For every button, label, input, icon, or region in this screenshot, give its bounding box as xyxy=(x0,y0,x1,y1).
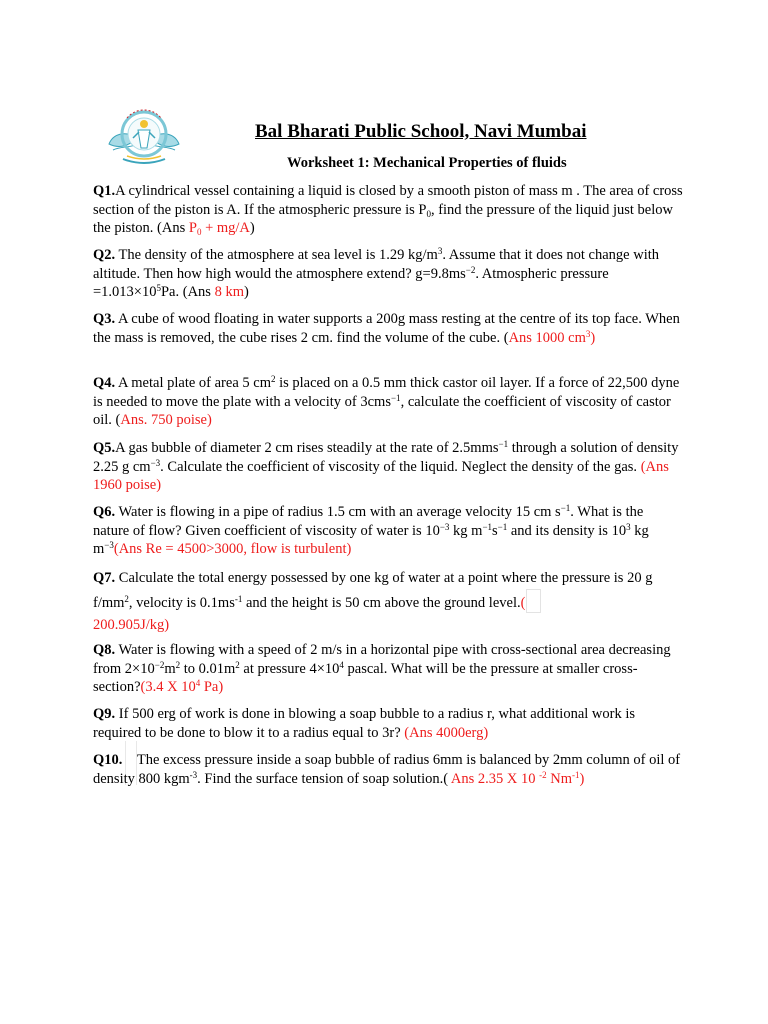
answer: 8 km xyxy=(214,284,244,300)
question-4: Q4. A metal plate of area 5 $cm^2$ is placed on a 0.5 mm thick castor oil layer. If a force of 22,500 dyne is needed to move the plate with a velocity of 3cms$^{-1}$, calculate the coefficient of viscosity of castor oil. (Ans. 750 poise) xyxy=(93,374,680,428)
question-number: Q10. xyxy=(93,752,123,768)
question-9: Q9. If 500 erg of work is done in blowing a soap bubble to a radius r, what additional work is required to be done to blow it to a radius equal to 3r? (Ans 4000erg) xyxy=(93,706,636,741)
question-7: Q7. Calculate the total energy possessed by one kg of water at a point where the pressure is 20 g $f/mm^2$, velocity is $0.1ms^{-1}$ and the height is 50 cm above the ground level.( 200.905J/kg) xyxy=(93,570,653,633)
question-number: Q6. xyxy=(93,504,116,520)
answer: Ans 1000 $cm^3$ xyxy=(508,328,591,346)
question-number: Q9. xyxy=(93,706,116,722)
question-8: Q8. Water is flowing with a speed of 2 m/s in a horizontal pipe with cross-sectional area decreasing from $2\times 10^{-2}m^2$ to $0.01m^2$ at pressure $4\times 10^4$ pascal. What will be the pressure at smaller cross-section?(3.4 X $10^4$ Pa) xyxy=(93,642,671,695)
school-name: Bal Bharati Public School, Navi Mumbai xyxy=(255,121,587,142)
question-number: Q7. xyxy=(93,570,116,586)
question-number: Q3. xyxy=(93,311,116,327)
question-number: Q1. xyxy=(93,183,116,199)
question-1: Q1.A cylindrical vessel containing a liquid is closed by a smooth piston of mass m . The area of cross section of the piston is A. If the atmospheric pressure is $P_0$, find the pressure of the liquid just below the piston. (Ans $P_0 + mg/A$) xyxy=(93,183,683,237)
question-number: Q8. xyxy=(93,642,116,658)
answer: (Ans 4000erg) xyxy=(404,724,489,741)
answer: Ans. 750 poise xyxy=(120,412,207,428)
question-6: Q6. Water is flowing in a pipe of radius 1.5 cm with an average velocity 15 cm $s^{-1}$. What is the nature of flow? Given coefficient of viscosity of water is $10^{-3}$ kg $m^{-1}s^{-1}$ and its density is $10^3$ kg $m^{-3}(Ans$ Re = 4500>3000, flow is turbulent) xyxy=(93,503,649,557)
question-5: Q5.A gas bubble of diameter 2 cm rises steadily at the rate of 2.5mms$^{-1}$ through a solution of density 2.25 g $cm^{-3}$. Calculate the coefficient of viscosity of the liquid. Neglect the density of the gas. (Ans 1960 poise) xyxy=(93,439,679,493)
answer: 200.905J/kg) xyxy=(93,617,170,633)
question-2: Q2. The density of the atmosphere at sea level is 1.29 $kg/m^3$. Assume that it does not change with altitude. Then how high would the atmosphere extend? $g=9.8ms^{-2}$. Atmospheric pressure $=1.013\times 10^5Pa$. (Ans 8 km) xyxy=(93,246,660,300)
answer: (Ans Re = 4500>3000, flow is turbulent) xyxy=(113,541,352,557)
question-10: Q10. The excess pressure inside a soap bubble of radius 6mm is balanced by 2mm column of oil of density 800 kgm$^{-3}$. Find the surface tension of soap solution.( Ans 2.35 X 10 $^{-2}$ $Nm^{-1}$) xyxy=(93,752,681,787)
worksheet-title: Worksheet 1: Mechanical Properties of fluids xyxy=(287,155,567,171)
question-number: Q5. xyxy=(93,440,116,456)
school-emblem-logo xyxy=(103,104,185,170)
question-3: Q3. A cube of wood floating in water supports a 200g mass resting at the centre of its top face. When the mass is removed, the cube rises 2 cm. find the volume of the cube. (Ans 1000 $cm^3$) xyxy=(93,311,680,346)
question-number: Q4. xyxy=(93,375,116,391)
answer: $P_0 + mg/A$ xyxy=(188,220,250,237)
answer: Ans 2.35 X 10 $^{-2}$ $Nm^{-1}$) xyxy=(450,769,585,787)
answer: (3.4 X $10^4$ Pa) xyxy=(140,678,224,695)
answer: Ans 1960 poise) xyxy=(93,458,669,493)
empty-field-box xyxy=(526,589,541,613)
question-number: Q2. xyxy=(93,247,116,263)
